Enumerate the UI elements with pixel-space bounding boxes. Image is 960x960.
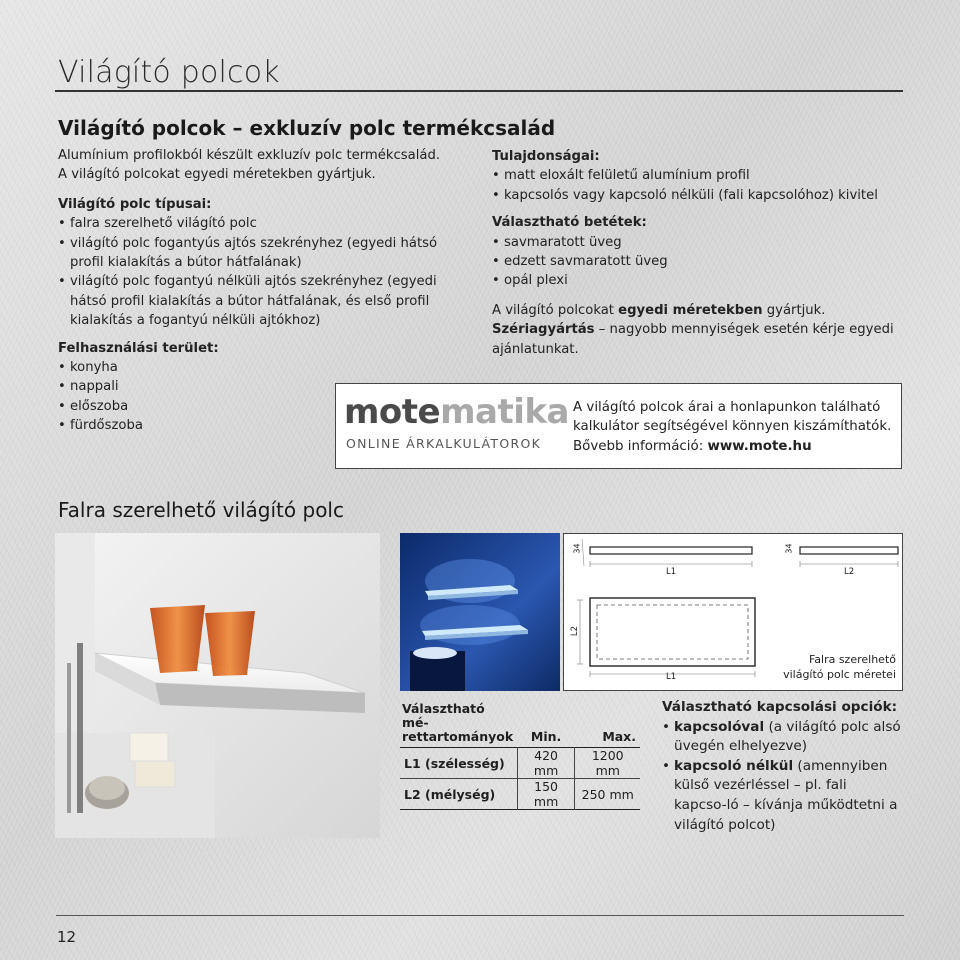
list-item: • edzett savmaratott üveg	[492, 252, 904, 271]
title-divider	[55, 90, 903, 92]
list-item: • opál plexi	[492, 271, 904, 290]
page-title: Világító polcok	[58, 55, 280, 90]
inserts-list	[492, 233, 904, 291]
list-item: • falra szerelhető világító polc	[58, 214, 468, 233]
custom-size-note: A világító polcokat egyedi méretekben gyártjuk.	[492, 302, 826, 318]
logo-tagline: ONLINE ÁRKALKULÁTOROK	[346, 436, 542, 451]
dimensions-table-wrap	[400, 702, 640, 810]
dimensions-table	[400, 702, 640, 810]
list-item: • kapcsolós vagy kapcsoló nélküli (fali kapcsolóhoz) kivitel	[492, 186, 904, 205]
list-item: • világító polc fogantyú nélküli ajtós szekrényhez (egyedi hátsó profil kialakítás a bútor hátfalának, és első profil kialakítás a fogantyú nélküli ajtókhoz)	[58, 272, 468, 330]
types-label: Világító polc típusai:	[58, 196, 212, 212]
dim-l2-vertical-label: L2	[570, 625, 581, 637]
types-list	[58, 214, 468, 330]
table-header-max: Max.	[602, 729, 636, 744]
list-item: • előszoba	[58, 397, 468, 416]
properties-label: Tulajdonságai:	[492, 149, 600, 164]
section-heading: Világító polcok – exkluzív polc termékcsalád	[58, 116, 556, 140]
motematika-logo: motematika	[344, 392, 569, 432]
properties-block	[492, 146, 904, 359]
illuminated-shelves-photo	[400, 533, 560, 691]
list-item: • matt eloxált felületű alumínium profil	[492, 166, 904, 185]
blue-shelves-illustration	[400, 533, 560, 691]
dim-height-label-2: 34	[784, 543, 794, 554]
table-header: Választható mé- rettartományok	[402, 701, 514, 744]
intro-line-1: Alumínium profilokból készült exkluzív polc termékcsalád.	[58, 148, 441, 163]
usage-label: Felhasználási terület:	[58, 340, 219, 356]
serial-note: Szériagyártás – nagyobb mennyiségek esetén kérje egyedi ajánlatunkat.	[492, 322, 894, 357]
diagram-caption: Falra szerelhető világító polc méretei	[783, 653, 896, 681]
website-link[interactable]: www.mote.hu	[707, 438, 812, 454]
table-header-min: Min.	[530, 729, 562, 744]
inserts-label: Választható betétek:	[492, 215, 647, 231]
table-row: L2 (mélység) 150 mm 250 mm	[400, 779, 640, 810]
wall-shelf-heading: Falra szerelhető világító polc	[58, 498, 344, 522]
shelf-photo-illustration	[55, 533, 380, 838]
list-item: • kapcsolóval (a világító polc alsó üvegén elhelyezve)	[662, 718, 902, 757]
list-item: • világító polc fogantyús ajtós szekrényhez (egyedi hátsó profil kialakítás a bútor hátfalának)	[58, 234, 468, 273]
list-item: • konyha	[58, 358, 468, 377]
dim-l1-bottom-label: L1	[666, 672, 677, 682]
properties-list	[492, 166, 904, 205]
dim-l2-label: L2	[844, 567, 855, 577]
intro-line-2: A világító polcokat egyedi méretekben gyártjuk.	[58, 167, 376, 183]
list-item: • fürdőszoba	[58, 416, 468, 435]
footer-divider	[56, 915, 904, 916]
dim-l1-label: L1	[666, 567, 677, 577]
dimension-diagram	[563, 533, 903, 691]
calculator-text: A világító polcok árai a honlapunkon található kalkulátor segítségével könnyen kiszámíthatók. Bővebb információ: www.mote.hu	[573, 400, 892, 454]
switching-options	[662, 697, 902, 835]
shelf-photo	[55, 533, 380, 838]
calculator-banner[interactable]	[335, 383, 902, 469]
list-item: • nappali	[58, 377, 468, 396]
table-row: L1 (szélesség) 420 mm 1200 mm	[400, 748, 640, 779]
dim-height-label: 34	[572, 543, 582, 554]
page-number: 12	[57, 928, 77, 946]
switching-list	[662, 718, 902, 836]
switching-label: Választható kapcsolási opciók:	[662, 699, 898, 715]
list-item: • kapcsoló nélkül (amennyiben külső vezérléssel – pl. fali kapcso-ló – kívánja működtetni a világító polcot)	[662, 757, 902, 835]
list-item: • savmaratott üveg	[492, 233, 904, 252]
